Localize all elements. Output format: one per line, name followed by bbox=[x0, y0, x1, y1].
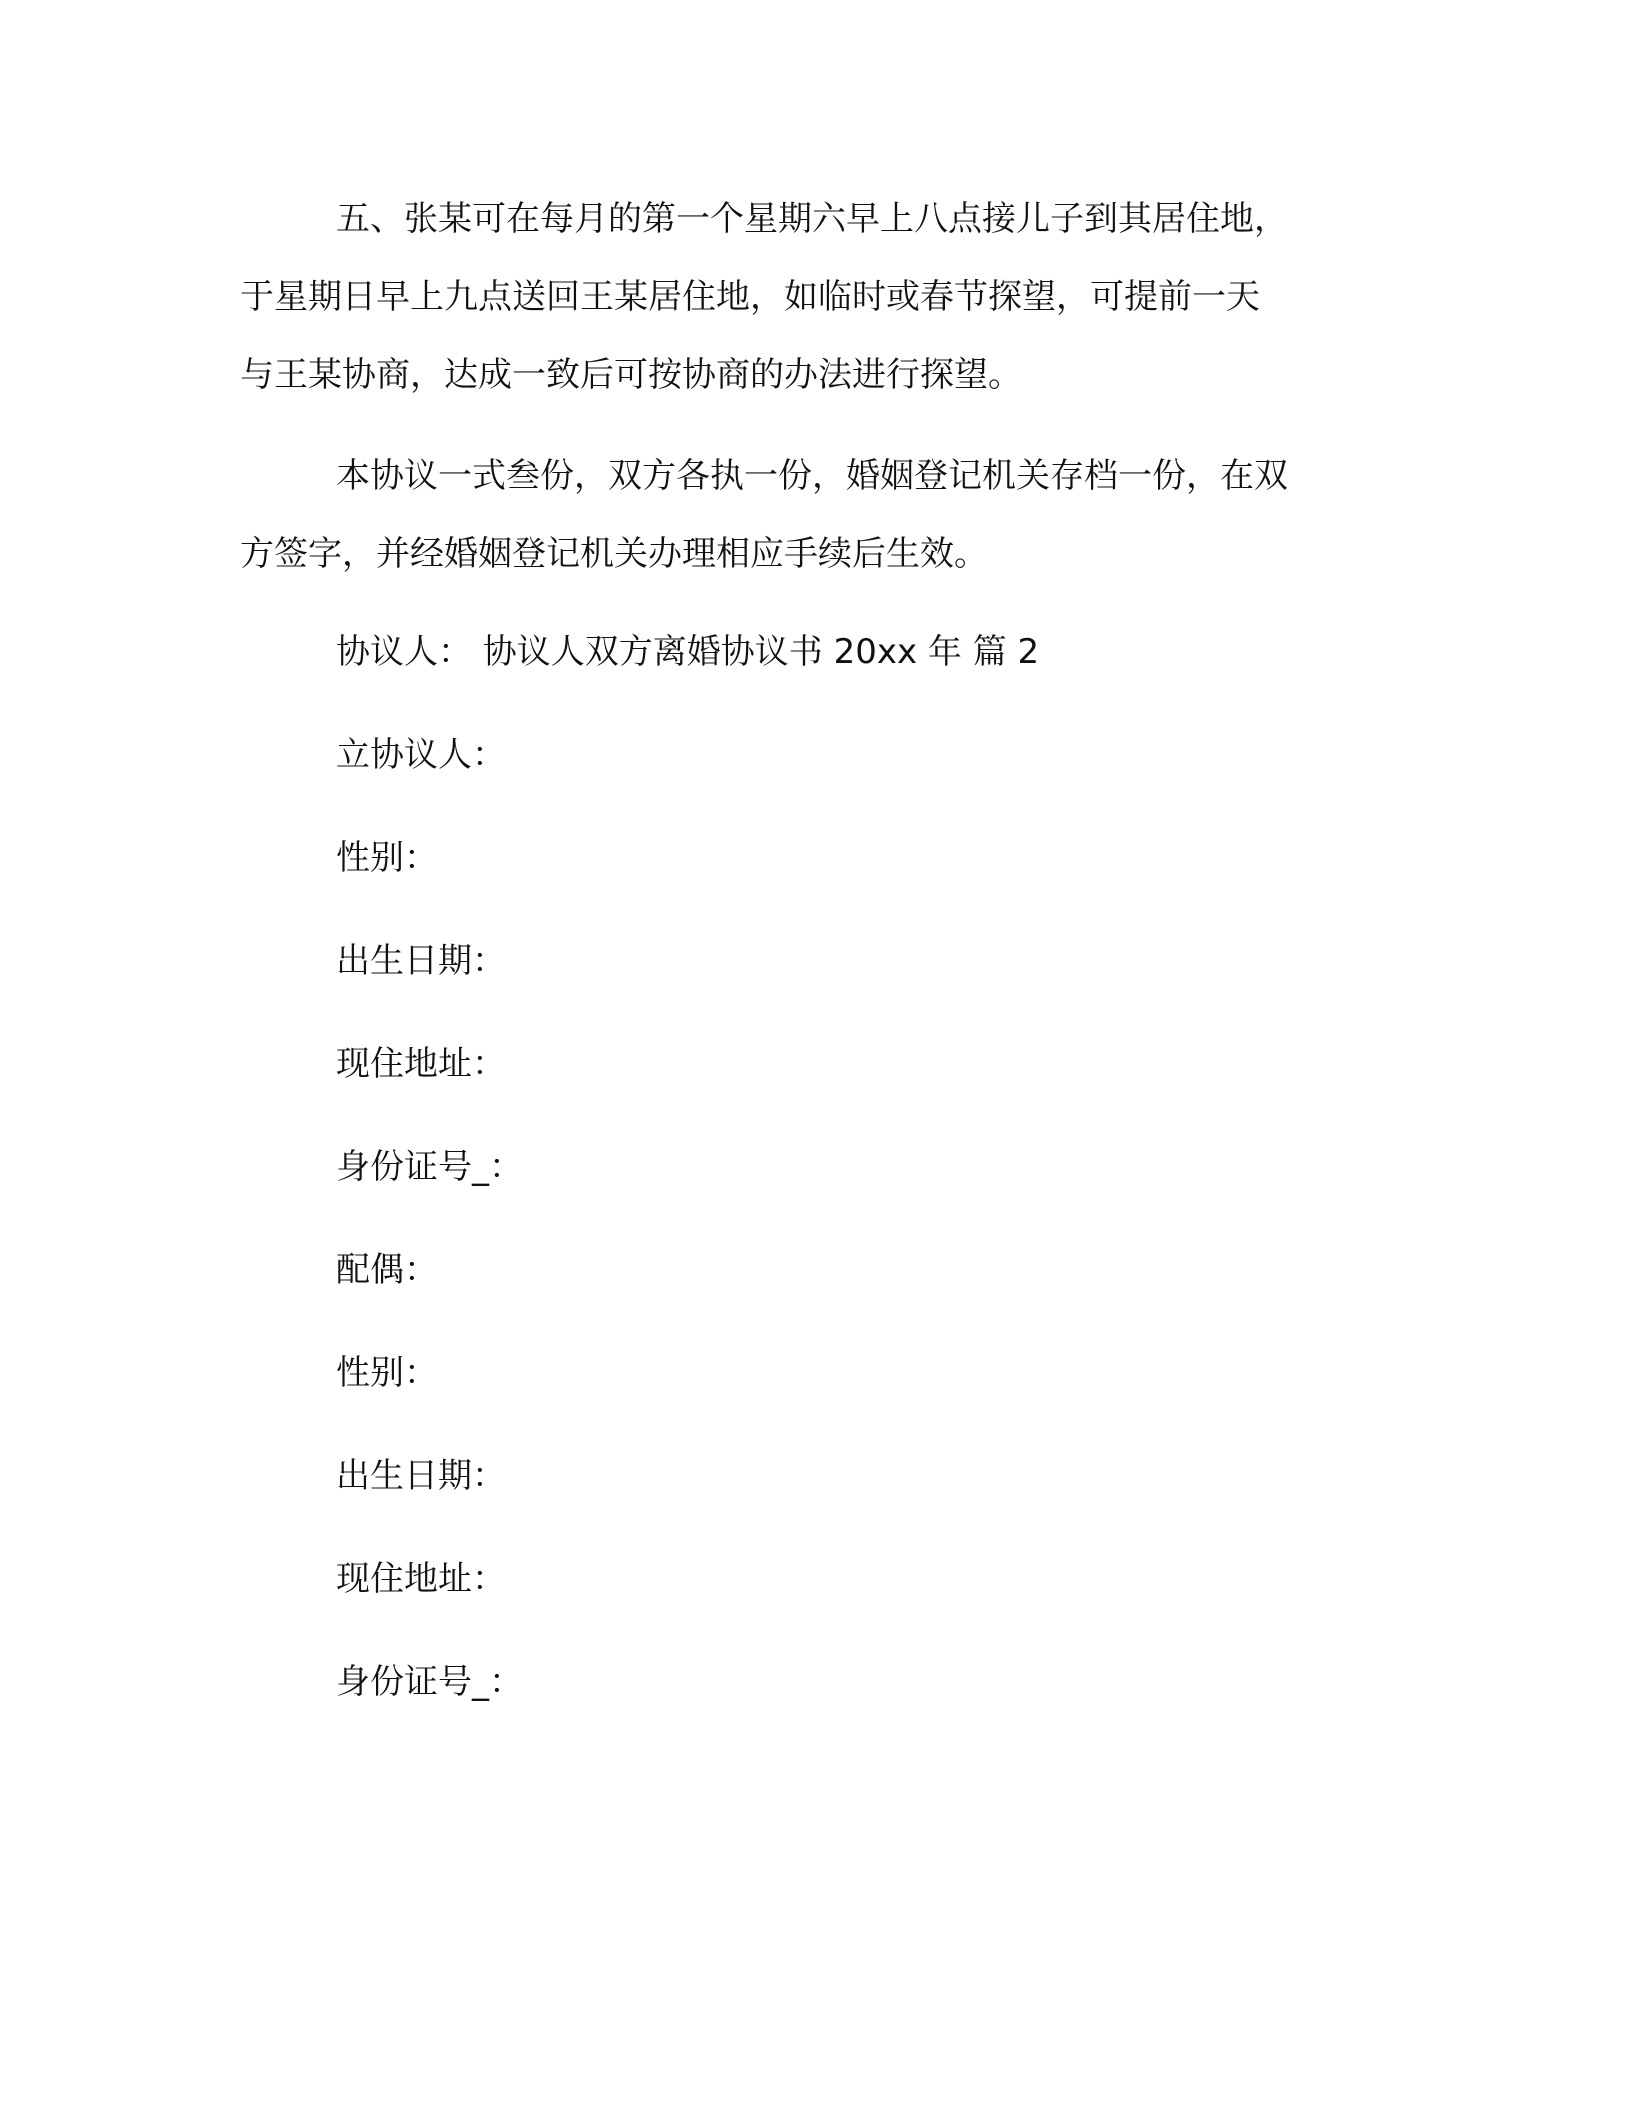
field-party-birthdate: 出生日期： bbox=[336, 941, 506, 981]
field-party-id-number: 身份证号_： bbox=[336, 1147, 523, 1187]
paragraph-visitation bbox=[240, 180, 1390, 414]
field-party-gender: 性别： bbox=[336, 838, 438, 878]
field-spouse: 配偶： bbox=[336, 1250, 438, 1290]
paragraph-line: 与王某协商，达成一致后可按协商的办法进行探望。 bbox=[240, 355, 1022, 395]
signatory-line: 协议人： 协议人双方离婚协议书 20xx 年 篇 2 bbox=[336, 632, 1040, 672]
field-party-name: 立协议人： bbox=[336, 735, 506, 775]
paragraph-line: 方签字，并经婚姻登记机关办理相应手续后生效。 bbox=[240, 534, 988, 574]
paragraph-copies bbox=[240, 437, 1390, 593]
paragraph-line: 于星期日早上九点送回王某居住地，如临时或春节探望，可提前一天 bbox=[240, 277, 1260, 317]
field-spouse-id-number: 身份证号_： bbox=[336, 1662, 523, 1702]
paragraph-line: 五、张某可在每月的第一个星期六早上八点接儿子到其居住地， bbox=[336, 199, 1288, 239]
field-party-address: 现住地址： bbox=[336, 1044, 506, 1084]
paragraph-line: 本协议一式叁份，双方各执一份，婚姻登记机关存档一份，在双 bbox=[336, 456, 1288, 496]
field-spouse-address: 现住地址： bbox=[336, 1559, 506, 1599]
field-spouse-birthdate: 出生日期： bbox=[336, 1456, 506, 1496]
field-spouse-gender: 性别： bbox=[336, 1353, 438, 1393]
